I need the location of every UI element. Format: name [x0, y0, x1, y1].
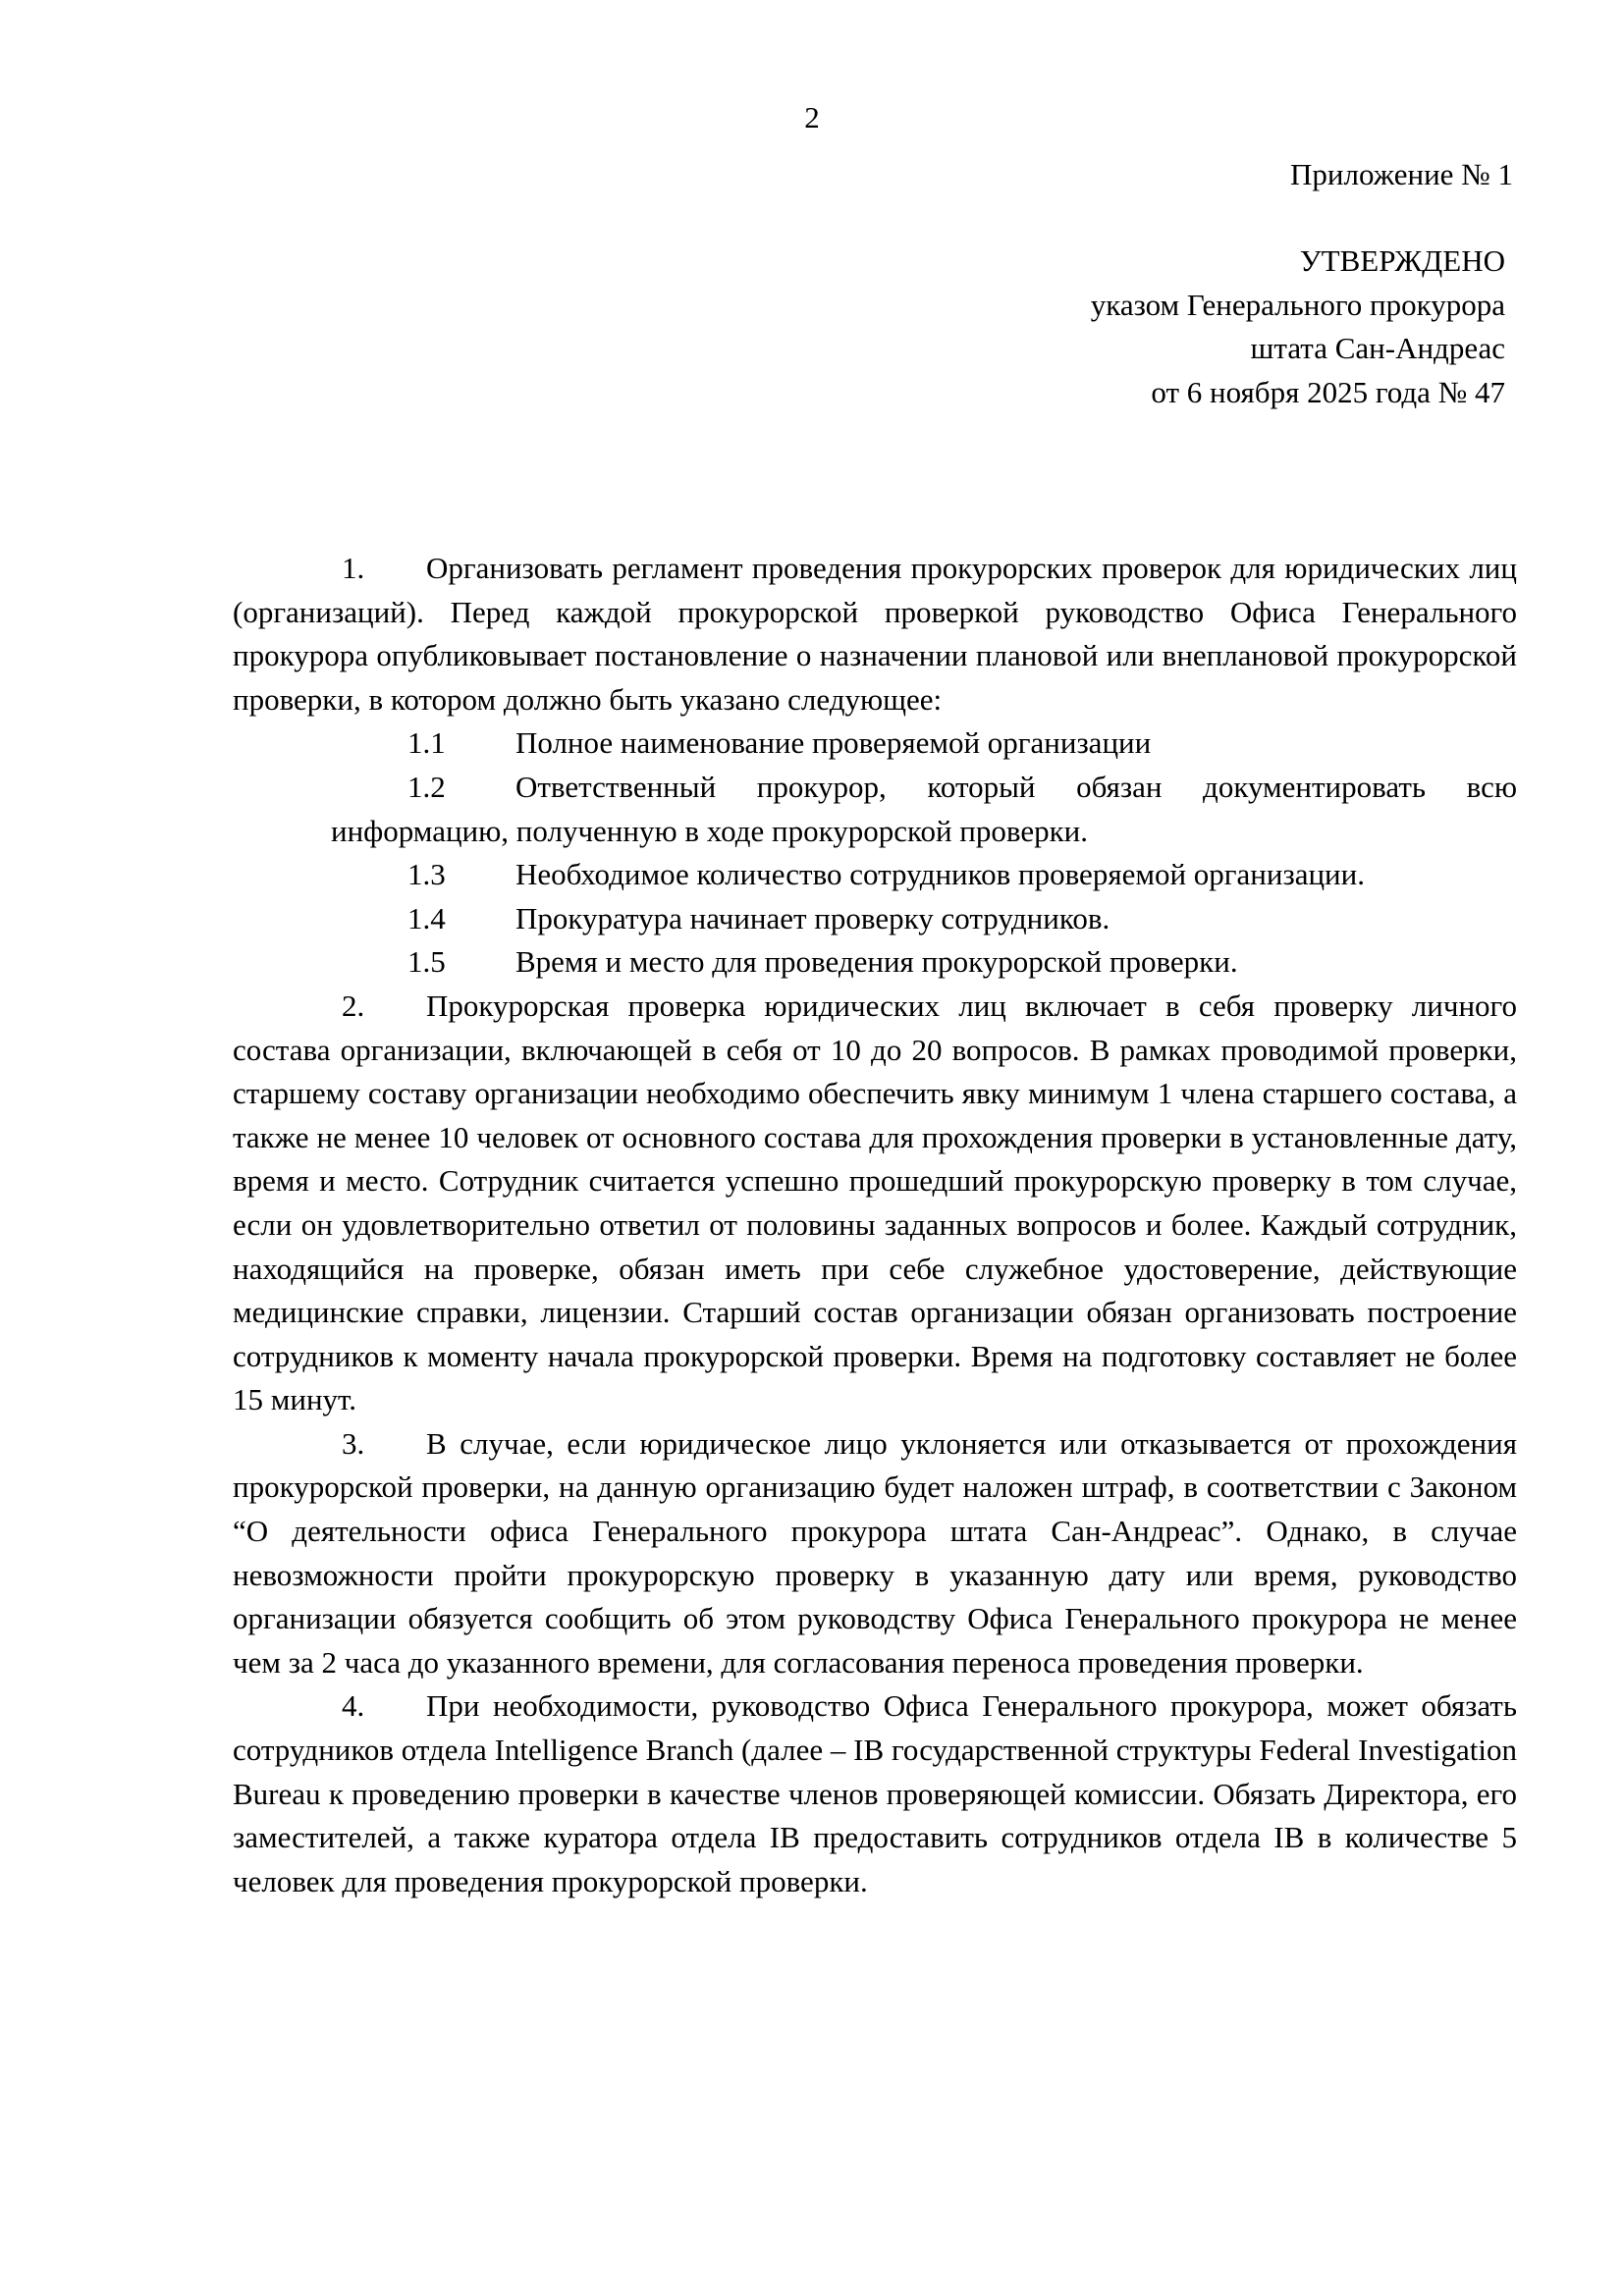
section-text: Прокурорская проверка юридических лиц включает в себя проверку личного состава организации, включающей в себя от 10 до 20 вопросов. В рамках проводимой проверки, старшему составу организации необходимо обеспечить явку минимум 1 члена старшего состава, а также не менее 10 человек от основного состава для прохождения проверки в установленные дату, время и место. Сотрудник считается успешно прошедший прокурорскую проверку в том случае, если он удовлетворительно ответил от половины заданных вопросов и более. Каждый сотрудник, находящийся на проверке, обязан иметь при себе служебное удостоверение, действующие медицинские справки, лицензии. Старший состав организации обязан организовать построение сотрудников к моменту начала прокурорской проверки. Время на подготовку составляет не более 15 минут.	[233, 988, 1517, 1417]
subitem-number: 1.3	[407, 857, 446, 892]
subitem-1-4	[233, 897, 1517, 941]
subitem-number: 1.1	[407, 725, 446, 761]
subitem-1-2	[233, 766, 1517, 853]
section-4	[233, 1684, 1517, 1903]
approval-line-3: от 6 ноября 2025 года № 47	[1151, 374, 1505, 409]
subitem-number: 1.4	[407, 900, 446, 935]
subitem-1-3	[233, 853, 1517, 897]
section-number: 3.	[342, 1425, 365, 1461]
subitem-text: Необходимое количество сотрудников проверяемой организации.	[515, 857, 1365, 892]
approval-line-2: штата Сан-Андреас	[1250, 331, 1505, 365]
appendix-label: Приложение № 1	[1290, 157, 1513, 191]
section-number: 4.	[342, 1688, 365, 1724]
document-body	[233, 547, 1517, 1903]
subitem-1-5	[233, 940, 1517, 985]
approval-title: УТВЕРЖДЕНО	[1299, 243, 1505, 278]
page-number: 2	[804, 100, 820, 134]
subitem-1-1	[233, 721, 1517, 766]
subitem-number: 1.5	[407, 944, 446, 980]
subitem-number: 1.2	[407, 769, 446, 804]
subitem-text: Ответственный прокурор, который обязан документировать всю информацию, полученную в ходе прокурорской проверки.	[331, 769, 1517, 848]
section-text: При необходимости, руководство Офиса Генерального прокурора, может обязать сотрудников отдела Intelligence Branch (далее – IB государственной структуры Federal Investigation Bureau к проведению проверки в качестве членов проверяющей комиссии. Обязать Директора, его заместителей, а также куратора отдела IB предоставить сотрудников отдела IB в количестве 5 человек для проведения прокурорской проверки.	[233, 1688, 1517, 1898]
section-number: 1.	[342, 551, 365, 585]
subitem-text: Полное наименование проверяемой организации	[515, 725, 1152, 761]
section-text: Организовать регламент проведения прокурорских проверок для юридических лиц (организаций). Перед каждой прокурорской проверкой руководство Офиса Генерального прокурора опубликовывает постановление о назначении плановой или внеплановой прокурорской проверки, в котором должно быть указано следующее:	[233, 551, 1517, 717]
section-2	[233, 985, 1517, 1422]
section-number: 2.	[342, 988, 365, 1023]
subitem-text: Прокуратура начинает проверку сотрудников.	[515, 900, 1110, 935]
section-3	[233, 1422, 1517, 1685]
approval-line-1: указом Генерального прокурора	[1090, 287, 1505, 322]
section-text: В случае, если юридическое лицо уклоняется или отказывается от прохождения прокурорской проверки, на данную организацию будет наложен штраф, в соответствии с Законом “О деятельности офиса Генерального прокурора штата Сан-Андреас”. Однако, в случае невозможности пройти прокурорскую проверку в указанную дату или время, руководство организации обязуется сообщить об этом руководству Офиса Генерального прокурора не менее чем за 2 часа до указанного времени, для согласования переноса проведения проверки.	[233, 1425, 1517, 1680]
section-1	[233, 547, 1517, 721]
subitem-text: Время и место для проведения прокурорской проверки.	[515, 944, 1238, 980]
approval-block	[1091, 240, 1505, 414]
